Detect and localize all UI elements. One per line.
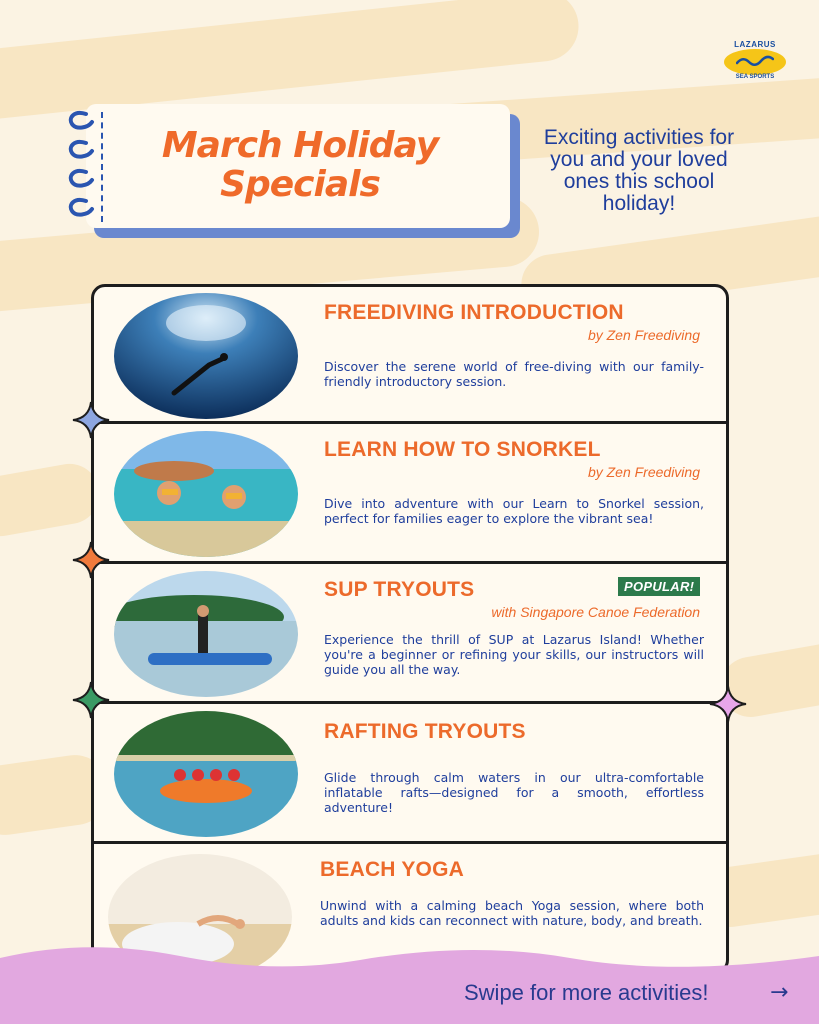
freediving-photo <box>114 293 298 419</box>
activity-description: Experience the thrill of SUP at Lazarus Island! Whether you're a beginner or refining your skills, our instructors will guide you all the way. <box>324 632 704 677</box>
spiral-ring-icon <box>66 110 96 132</box>
activity-list <box>91 284 729 974</box>
activity-title: LEARN HOW TO SNORKEL <box>324 438 601 461</box>
activity-title: BEACH YOGA <box>320 858 464 881</box>
sparkle-icon <box>708 684 748 724</box>
activity-provider: by Zen Freediving <box>587 327 700 343</box>
activity-card-rafting[interactable] <box>94 704 726 844</box>
spiral-ring-icon <box>66 197 96 219</box>
logo-bottom-text: SEA SPORTS <box>735 74 775 80</box>
arrow-right-icon[interactable]: → <box>770 980 789 1005</box>
spiral-ring-icon <box>66 139 96 161</box>
activity-card-freediving[interactable] <box>94 287 726 424</box>
sparkle-icon <box>71 400 111 440</box>
swipe-prompt[interactable]: Swipe for more activities! <box>464 980 709 1005</box>
activity-description: Glide through calm waters in our ultra-comfortable inflatable rafts—designed for a smooth, effortless adventure! <box>324 770 704 815</box>
rafting-photo <box>114 711 298 837</box>
activity-card-snorkel[interactable] <box>94 424 726 564</box>
activity-provider: by Zen Freediving <box>587 464 700 480</box>
tagline: Exciting activities for you and your loved ones this school holiday! <box>543 126 735 215</box>
title-line-2: Specials <box>220 164 380 205</box>
brush-stroke <box>0 459 104 541</box>
sup-photo <box>114 571 298 697</box>
activity-provider: with Singapore Canoe Federation <box>491 604 700 620</box>
activity-description: Dive into adventure with our Learn to Snorkel session, perfect for families eager to explore the vibrant sea! <box>324 496 704 526</box>
snorkel-photo <box>114 431 298 557</box>
sparkle-icon <box>71 540 111 580</box>
activity-description: Discover the serene world of free-diving with our family-friendly introductory session. <box>324 359 704 389</box>
spiral-ring-icon <box>66 168 96 190</box>
wave-icon <box>736 55 774 67</box>
lazarus-logo <box>722 40 788 84</box>
activity-title: RAFTING TRYOUTS <box>324 720 526 743</box>
activity-title: SUP TRYOUTS <box>324 578 475 601</box>
popular-badge: POPULAR! <box>618 577 700 596</box>
page-title <box>100 126 500 204</box>
activity-card-sup[interactable] <box>94 564 726 704</box>
title-line-1: March Holiday <box>161 125 439 166</box>
sparkle-icon <box>71 680 111 720</box>
activity-title: FREEDIVING INTRODUCTION <box>324 301 624 324</box>
activity-description: Unwind with a calming beach Yoga session, where both adults and kids can reconnect with nature, body, and breath. <box>320 898 704 928</box>
logo-top-text: LAZARUS <box>734 40 776 49</box>
